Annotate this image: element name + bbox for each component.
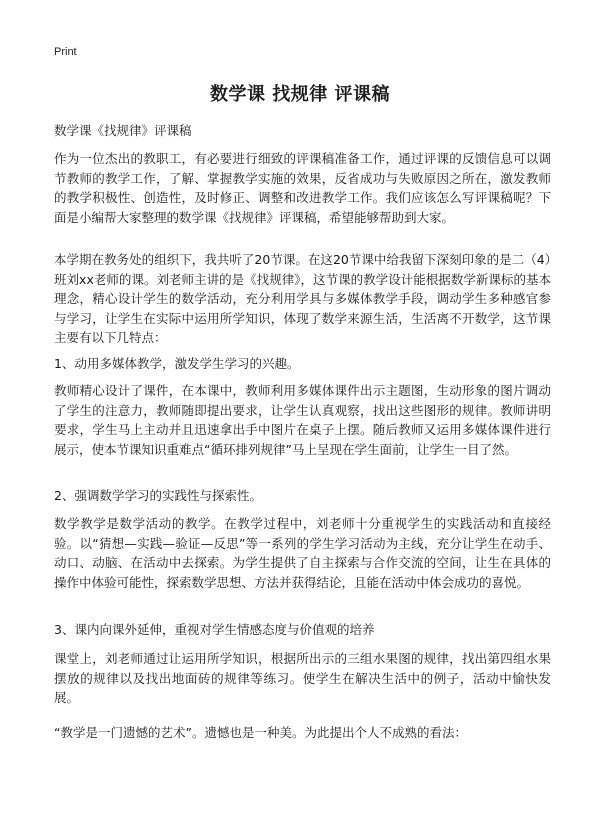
document-title: 数学课 找规律 评课稿 [209, 84, 391, 105]
point2-heading: 2、强调数学学习的实践性与探索性。 [54, 488, 262, 503]
point1-heading: 1、动用多媒体教学，激发学生学习的兴趣。 [54, 356, 300, 371]
point1-paragraph: 教师精心设计了课件，在本课中，教师利用多媒体课件出示主题图，生动形象的图片调动了学生的注意力，教师随即提出要求，让学生认真观察，找出这些图形的规律。教师讲明要求，学生马上主动并且迅速拿出手中图片在桌子上摆。随后教师又运用多媒体课件进行展示，使本节课知识重难点“循环排列规律”马上呈现在学生面前，让学生一目了然。 [54, 383, 551, 457]
point3-heading: 3、课内向课外延伸，重视对学生情感态度与价值观的培养 [54, 622, 375, 637]
closing-paragraph: “教学是一门遗憾的艺术”。遗憾也是一种美。为此提出个人不成熟的看法： [54, 725, 467, 740]
point3-paragraph: 课堂上，刘老师通过让运用所学知识，根据所出示的三组水果图的规律，找出第四组水果摆放的规律以及找出地面砖的规律等练习。使学生在解决生活中的例子，活动中愉快发展。 [54, 651, 551, 705]
print-link[interactable]: Print [54, 46, 77, 58]
intro-paragraph: 作为一位杰出的教职工，有必要进行细致的评课稿准备工作，通过评课的反馈信息可以调节教师的教学工作，了解、掌握教学实施的效果，反省成功与失败原因之所在，激发教师的教学积极性、创造性，及时修正、调整和改进教学工作。我们应该怎么写评课稿呢？下面是小编帮大家整理的数学课《找规律》评课稿，希望能够帮助到大家。 [54, 151, 551, 225]
point2-paragraph: 数学教学是数学活动的教学。在教学过程中，刘老师十分重视学生的实践活动和直接经验。以“猜想—实践—验证—反思”等一系列的学生学习活动为主线，充分让学生在动手、动口、动脑、在活动中去探索。为学生提供了自主探索与合作交流的空间，让生在具体的操作中体验可能性，探索数学思想、方法并获得结论，且能在活动中体会成功的喜悦。 [54, 516, 551, 590]
document-subtitle: 数学课《找规律》评课稿 [54, 123, 192, 138]
context-paragraph: 本学期在教务处的组织下，我共听了20节课。在这20节课中给我留下深刻印象的是二（4）班刘xx老师的课。刘老师主讲的是《找规律》，这节课的教学设计能根据数学新课标的基本理念，精心设计学生的数学活动，充分利用学具与多媒体教学手段，调动学生多种感官参与学习，让学生在实际中运用所学知识，体现了数学来源生活，生活离不开数学，这节课主要有以下几特点： [54, 252, 551, 345]
